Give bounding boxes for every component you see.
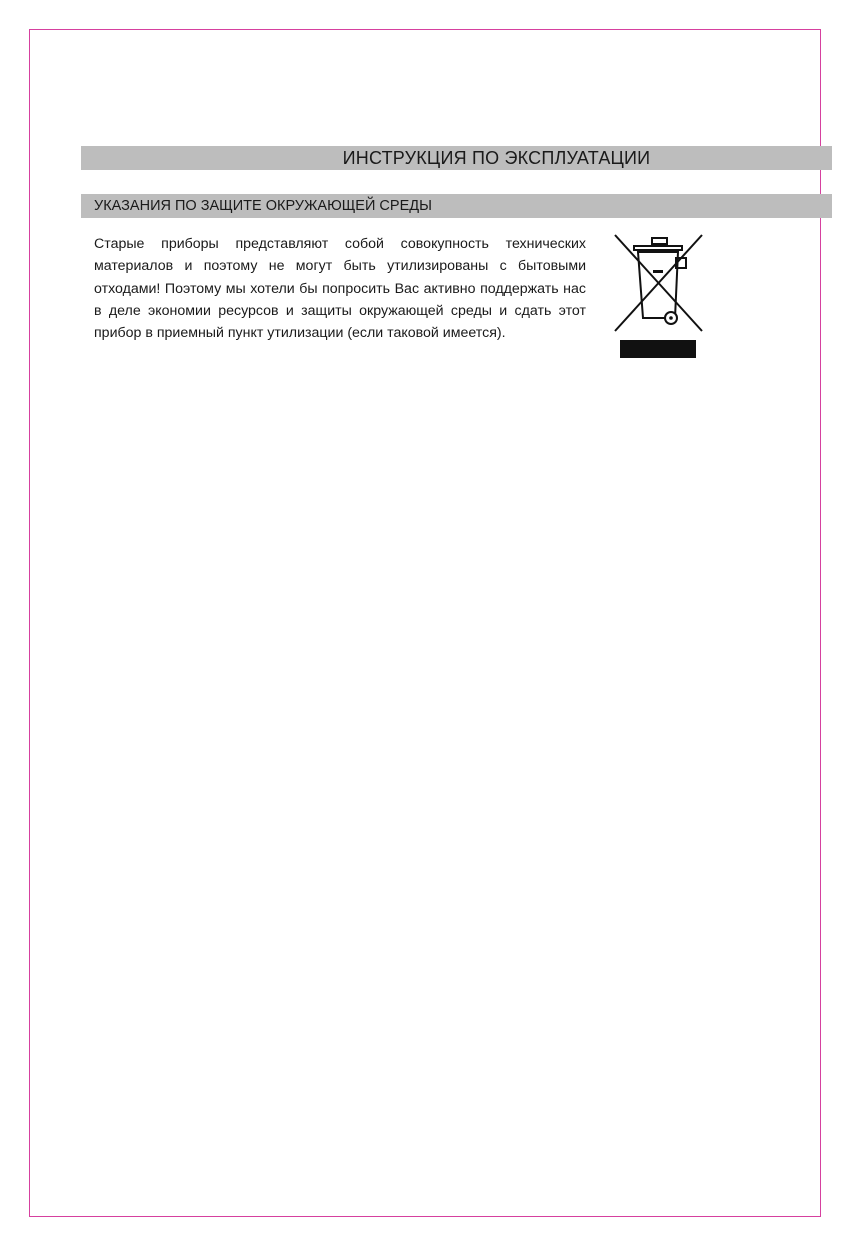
bin-lid — [634, 246, 682, 250]
page-title: ИНСТРУКЦИЯ ПО ЭКСПЛУАТАЦИИ — [342, 147, 651, 168]
section-header-bar — [81, 194, 832, 218]
section-heading: УКАЗАНИЯ ПО ЗАЩИТЕ ОКРУЖАЮЩЕЙ СРЕДЫ — [94, 198, 432, 214]
environment-paragraph: Старые приборы представляют собой совокупность технических материалов и поэтому не могут быть утилизированы с бытовыми отходами! Поэтому мы хотели бы попросить Вас активно поддержать нас в деле экономии ресурсов и защиты окружающей среды и сдать этот прибор в приемный пункт утилизации (если таковой имеется). — [94, 236, 586, 342]
bin-underline-bar — [620, 340, 696, 358]
title-bar — [81, 146, 832, 170]
bin-handle — [652, 238, 667, 244]
crossed-out-wheelie-bin-icon — [612, 232, 706, 360]
bin-label — [653, 270, 663, 273]
